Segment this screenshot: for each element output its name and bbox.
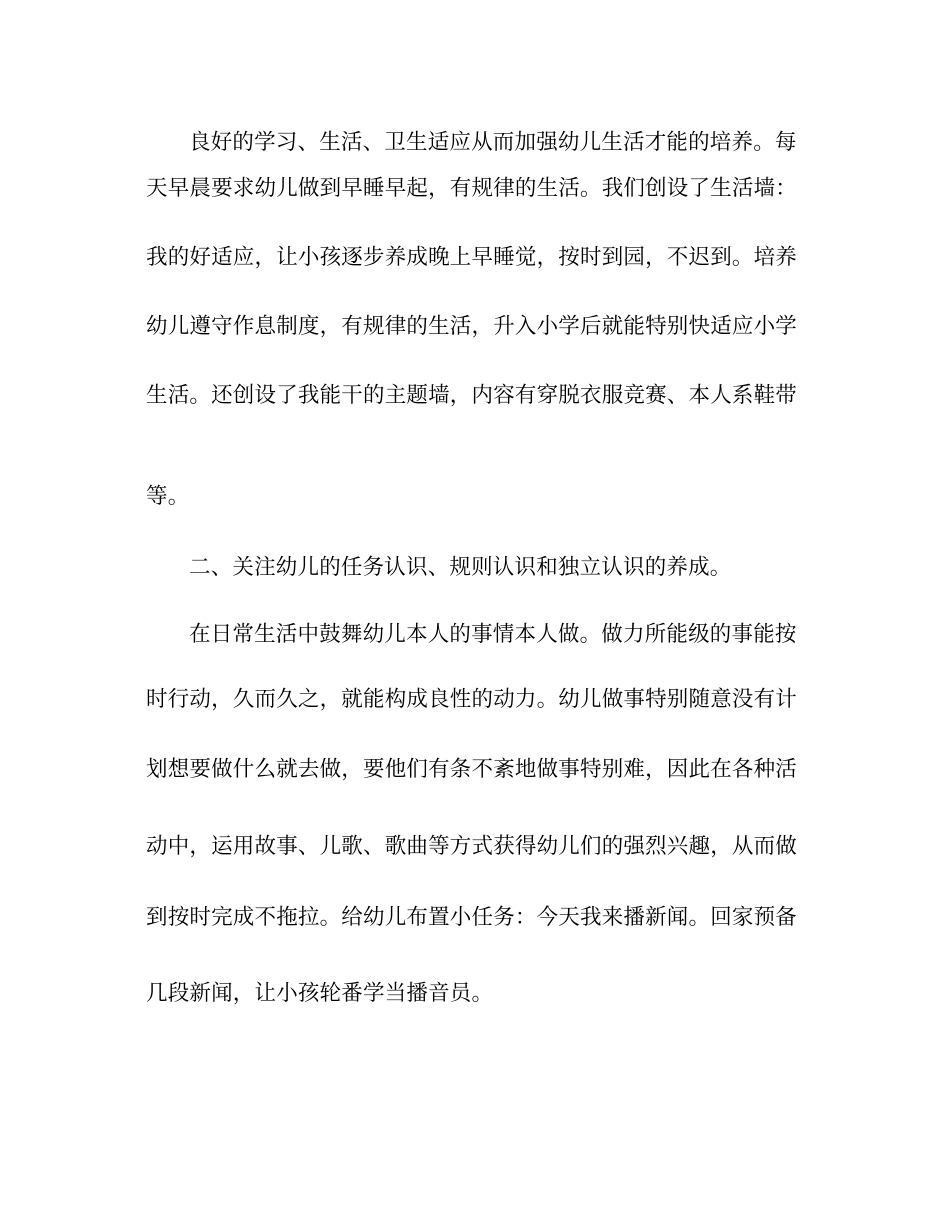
section-heading: 二、关注幼儿的任务认识、规则认识和独立认识的养成。	[189, 555, 732, 580]
text-line: 生活。还创设了我能干的主题墙，内容有穿脱衣服竞赛、本人系鞋带	[146, 383, 798, 408]
text-line: 等。	[146, 484, 190, 509]
text-line: 良好的学习、生活、卫生适应从而加强幼儿生活才能的培养。每	[189, 130, 797, 155]
text-line: 时行动，久而久之，就能构成良性的动力。幼儿做事特别随意没有计	[146, 687, 798, 712]
text-line: 幼儿遵守作息制度，有规律的生活，升入小学后就能特别快适应小学	[146, 314, 798, 339]
text-line: 动中，运用故事、儿歌、歌曲等方式获得幼儿们的强烈兴趣，从而做	[146, 834, 798, 859]
text-line: 在日常生活中鼓舞幼儿本人的事情本人做。做力所能级的事能按	[189, 622, 797, 647]
text-line: 我的好适应，让小孩逐步养成晚上早睡觉，按时到园，不迟到。培养	[146, 245, 798, 270]
text-line: 划想要做什么就去做，要他们有条不紊地做事特别难，因此在各种活	[146, 757, 798, 782]
text-line: 天早晨要求幼儿做到早睡早起，有规律的生活。我们创设了生活墙：	[146, 176, 798, 201]
text-line: 几段新闻，让小孩轮番学当播音员。	[146, 981, 494, 1006]
text-line: 到按时完成不拖拉。给幼儿布置小任务：今天我来播新闻。回家预备	[146, 905, 798, 930]
